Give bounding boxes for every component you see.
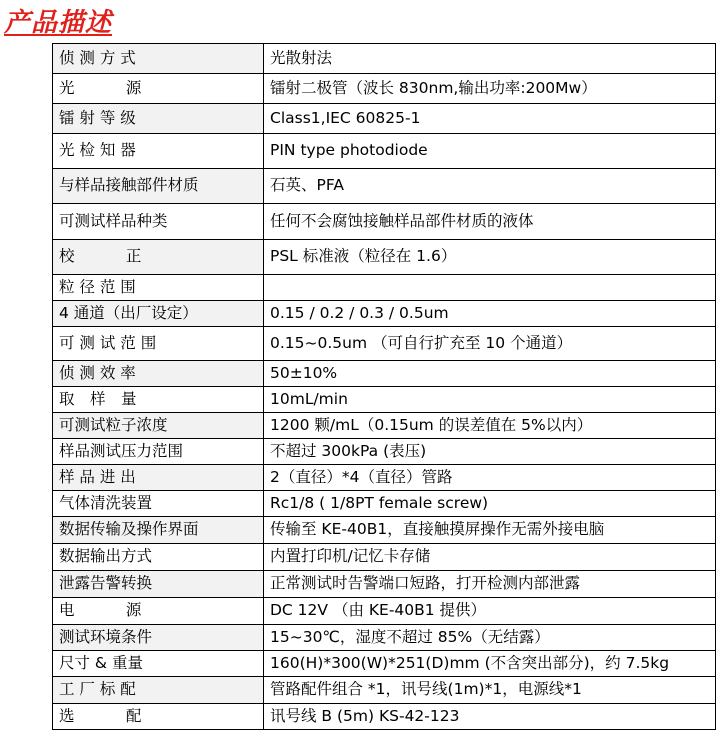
row-label: 气体清洗装置: [53, 491, 264, 517]
table-row: [53, 44, 716, 74]
row-label: 取 样 量: [53, 387, 264, 413]
table-row: [53, 204, 716, 240]
row-label: 测试环境条件: [53, 625, 264, 651]
page-title: 产品描述: [4, 8, 113, 38]
table-row: [53, 544, 716, 571]
table-row: [53, 439, 716, 465]
table-row: [53, 74, 716, 104]
row-value: 160(H)*300(W)*251(D)mm (不含突出部分)，约 7.5kg: [264, 651, 716, 677]
row-label: 可 测 试 范 围: [53, 327, 264, 361]
row-label: 样品测试压力范围: [53, 439, 264, 465]
row-label: 电 源: [53, 598, 264, 625]
table-row: [53, 465, 716, 491]
row-value: 2（直径）*4（直径）管路: [264, 465, 716, 491]
table-row: [53, 275, 716, 301]
table-row: [53, 104, 716, 134]
spec-table: [52, 43, 716, 730]
table-row: [53, 169, 716, 204]
row-label: 粒 径 范 围: [53, 275, 264, 301]
row-value: PSL 标准液（粒径在 1.6）: [264, 240, 716, 275]
table-row: [53, 517, 716, 544]
row-label: 数据输出方式: [53, 544, 264, 571]
row-value: 光散射法: [264, 44, 716, 74]
row-value: 0.15 / 0.2 / 0.3 / 0.5um: [264, 301, 716, 327]
table-row: [53, 361, 716, 387]
row-value: Rc1/8 ( 1/8PT female screw): [264, 491, 716, 517]
row-label: 光 源: [53, 74, 264, 104]
row-label: 与样品接触部件材质: [53, 169, 264, 204]
row-value: 讯号线 B (5m) KS-42-123: [264, 704, 716, 730]
row-label: 泄露告警转换: [53, 571, 264, 598]
row-label: 校 正: [53, 240, 264, 275]
row-label: 可测试样品种类: [53, 204, 264, 240]
row-label: 侦 测 效 率: [53, 361, 264, 387]
row-label: 光 检 知 器: [53, 134, 264, 169]
row-label: 镭 射 等 级: [53, 104, 264, 134]
row-value: [264, 275, 716, 301]
row-value: PIN type photodiode: [264, 134, 716, 169]
row-value: DC 12V （由 KE-40B1 提供）: [264, 598, 716, 625]
row-label: 数据传输及操作界面: [53, 517, 264, 544]
row-label: 侦 测 方 式: [53, 44, 264, 74]
row-value: Class1,IEC 60825-1: [264, 104, 716, 134]
row-label: 工 厂 标 配: [53, 677, 264, 704]
table-row: [53, 598, 716, 625]
row-value: 正常测试时告警端口短路，打开检测内部泄露: [264, 571, 716, 598]
row-label: 4 通道（出厂设定）: [53, 301, 264, 327]
row-label: 尺寸 & 重量: [53, 651, 264, 677]
table-row: [53, 387, 716, 413]
table-row: [53, 240, 716, 275]
table-row: [53, 134, 716, 169]
table-row: [53, 413, 716, 439]
row-label: 样 品 进 出: [53, 465, 264, 491]
table-row: [53, 327, 716, 361]
row-value: 0.15~0.5um （可自行扩充至 10 个通道）: [264, 327, 716, 361]
table-row: [53, 677, 716, 704]
row-value: 任何不会腐蚀接触样品部件材质的液体: [264, 204, 716, 240]
row-value: 15~30℃，湿度不超过 85%（无结露）: [264, 625, 716, 651]
table-row: [53, 301, 716, 327]
row-value: 传输至 KE-40B1，直接触摸屏操作无需外接电脑: [264, 517, 716, 544]
row-value: 50±10%: [264, 361, 716, 387]
table-row: [53, 625, 716, 651]
table-row: [53, 651, 716, 677]
table-row: [53, 571, 716, 598]
row-value: 不超过 300kPa (表压): [264, 439, 716, 465]
row-value: 管路配件组合 *1，讯号线(1m)*1，电源线*1: [264, 677, 716, 704]
table-row: [53, 704, 716, 730]
row-value: 10mL/min: [264, 387, 716, 413]
row-value: 镭射二极管（波长 830nm,输出功率:200Mw）: [264, 74, 716, 104]
row-value: 石英、PFA: [264, 169, 716, 204]
row-label: 选 配: [53, 704, 264, 730]
row-value: 内置打印机/记忆卡存储: [264, 544, 716, 571]
table-row: [53, 491, 716, 517]
row-label: 可测试粒子浓度: [53, 413, 264, 439]
row-value: 1200 颗/mL（0.15um 的误差值在 5%以内）: [264, 413, 716, 439]
